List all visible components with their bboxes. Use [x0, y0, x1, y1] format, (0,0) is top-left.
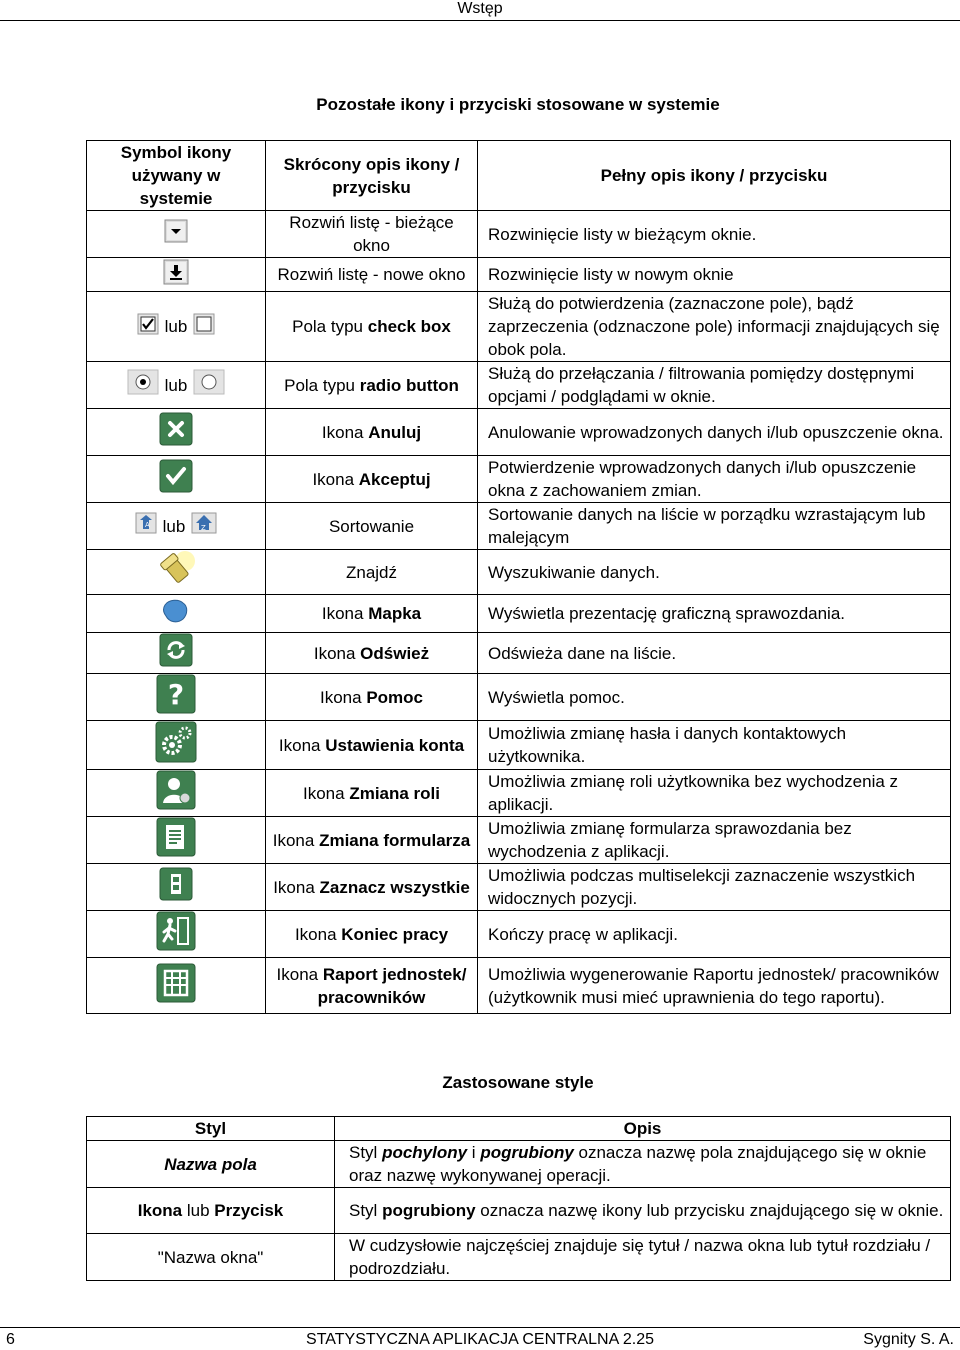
symbol-cell [87, 674, 266, 721]
styles-table-header-row [87, 1117, 951, 1141]
style-text: "Nazwa okna" [157, 1247, 264, 1267]
symbol-cell [87, 911, 266, 958]
dropdown-arrow-icon [164, 219, 188, 249]
symbol-cell [87, 817, 266, 864]
short-name: Anuluj [368, 422, 422, 442]
header-rule [0, 20, 960, 21]
description-part: pogrubiony [382, 1201, 476, 1220]
icons-section-title: Pozostałe ikony i przyciski stosowane w systemie [316, 95, 720, 114]
change-form-icon [156, 817, 196, 863]
column-header-symbol: Symbol ikony używany w systemie [87, 141, 266, 211]
download-arrow-icon [163, 259, 189, 291]
full-description: Odświeża dane na liście. [478, 633, 951, 674]
short-prefix: Ikona [278, 735, 321, 755]
symbol-cell [87, 633, 266, 674]
short-description [266, 817, 478, 864]
style-name [87, 1141, 335, 1188]
full-description: Kończy pracę w aplikacji. [478, 911, 951, 958]
radio-empty-icon [193, 369, 225, 401]
style-text-part: Ikona [137, 1201, 183, 1220]
symbol-cell [87, 595, 266, 633]
full-description: Anulowanie wprowadzonych danych i/lub opuszczenie okna. [478, 409, 951, 456]
style-text-part: lub [182, 1201, 215, 1220]
icons-table [86, 140, 951, 1014]
symbol-cell [87, 258, 266, 292]
short-prefix: Ikona [276, 964, 319, 984]
table-row [87, 633, 951, 674]
table-row [87, 1141, 951, 1188]
checkbox-checked-icon [137, 313, 159, 341]
short-description [266, 633, 478, 674]
map-icon [161, 597, 191, 631]
short-prefix: Pola typu [292, 317, 363, 336]
full-description: Umożliwia zmianę roli użytkownika bez wychodzenia z aplikacji. [478, 770, 951, 817]
footer-rule [0, 1327, 960, 1328]
footer-title: STATYSTYCZNA APLIKACJA CENTRALNA 2.25 [306, 1331, 654, 1348]
table-row [87, 258, 951, 292]
styles-section-title: Zastosowane style [442, 1073, 594, 1092]
table-row [87, 674, 951, 721]
style-description [335, 1188, 951, 1234]
table-row [87, 456, 951, 503]
exit-icon [156, 911, 196, 957]
description-part: Styl [349, 1201, 383, 1220]
description-part: oznacza nazwę pola znajdującego się w oknie oraz nazwę wykonywanej operacji. [349, 1143, 927, 1185]
full-description: Rozwinięcie listy w bieżącym oknie. [478, 211, 951, 258]
short-description [266, 958, 478, 1014]
description-part: Styl [349, 1143, 383, 1162]
symbol-cell [87, 864, 266, 911]
short-text: Rozwiń listę - bieżące okno [289, 213, 454, 255]
accept-icon [159, 459, 193, 499]
symbol-cell [87, 721, 266, 770]
description-part: pochylony [382, 1143, 468, 1162]
table-row [87, 721, 951, 770]
short-name: Akceptuj [358, 469, 431, 489]
column-header-style: Styl [87, 1117, 335, 1141]
full-description: Umożliwia wygenerowanie Raportu jednostek/ pracowników (użytkownik musi mieć uprawnienia do tego raportu). [478, 958, 951, 1014]
table-row [87, 409, 951, 456]
style-text-part: Przycisk [214, 1201, 284, 1220]
full-description: Służą do przełączania / filtrowania pomiędzy dostępnymi opcjami / podglądami w oknie. [478, 362, 951, 409]
checkbox-empty-icon [193, 313, 215, 341]
symbol-cell [87, 211, 266, 258]
style-description [335, 1234, 951, 1281]
column-header-full: Pełny opis ikony / przycisku [478, 141, 951, 211]
short-description [266, 864, 478, 911]
table-row [87, 292, 951, 362]
short-description [266, 721, 478, 770]
or-label: lub [164, 375, 188, 395]
full-description: Wyszukiwanie danych. [478, 550, 951, 595]
table-row [87, 211, 951, 258]
short-name: Zmiana formularza [319, 830, 471, 850]
full-description: Wyświetla pomoc. [478, 674, 951, 721]
table-row [87, 864, 951, 911]
description-part: W cudzysłowie najczęściej znajduje się tytuł / nazwa okna lub tytuł rozdziału / podrozdziału. [349, 1236, 931, 1278]
column-header-short: Skrócony opis ikony / przycisku [266, 141, 478, 211]
sort-ascending-icon [135, 512, 157, 540]
short-name: Zaznacz wszystkie [319, 877, 470, 897]
short-prefix: Ikona [319, 687, 362, 707]
table-row [87, 958, 951, 1014]
short-prefix: Ikona [294, 924, 337, 944]
style-name [87, 1188, 335, 1234]
short-description [266, 595, 478, 633]
account-settings-icon [155, 721, 197, 769]
cancel-icon [159, 412, 193, 452]
short-prefix: Ikona [321, 422, 364, 442]
style-text: Nazwa pola [164, 1154, 257, 1174]
short-name: Mapka [368, 604, 422, 623]
symbol-cell [87, 456, 266, 503]
short-prefix: Pola typu [284, 375, 355, 395]
full-description: Potwierdzenie wprowadzonych danych i/lub opuszczenie okna z zachowaniem zmian. [478, 456, 951, 503]
table-row [87, 550, 951, 595]
short-prefix: Ikona [312, 469, 355, 489]
short-description [266, 770, 478, 817]
full-description: Wyświetla prezentację graficzną sprawozdania. [478, 595, 951, 633]
select-all-icon [159, 867, 193, 907]
short-name: Koniec pracy [341, 924, 449, 944]
svg-text:?: ? [167, 678, 185, 711]
short-description [266, 258, 478, 292]
table-row [87, 1188, 951, 1234]
full-description: Służą do potwierdzenia (zaznaczone pole), bądź zaprzeczenia (odznaczone pole) informacji znajdujących się obok pola. [478, 292, 951, 362]
description-part: i [467, 1143, 481, 1162]
short-prefix: Ikona [302, 783, 345, 803]
symbol-cell [87, 958, 266, 1014]
table-row [87, 595, 951, 633]
table-row [87, 817, 951, 864]
short-name: Raport jednostek/ pracowników [317, 964, 467, 1007]
full-description: Sortowanie danych na liście w porządku wzrastającym lub malejącym [478, 503, 951, 550]
icons-table-header-row [87, 141, 951, 211]
table-row [87, 911, 951, 958]
symbol-cell [87, 550, 266, 595]
header-title: Wstęp [457, 0, 503, 17]
short-description [266, 674, 478, 721]
short-description [266, 503, 478, 550]
short-text: Sortowanie [328, 516, 415, 536]
short-name: Ustawienia konta [325, 735, 465, 755]
svg-text:A: A [144, 521, 150, 529]
change-role-icon [156, 770, 196, 816]
short-description [266, 456, 478, 503]
full-description: Umożliwia zmianę formularza sprawozdania bez wychodzenia z aplikacji. [478, 817, 951, 864]
table-row [87, 362, 951, 409]
short-prefix: Ikona [313, 643, 356, 663]
styles-table [86, 1116, 951, 1281]
symbol-cell [87, 292, 266, 362]
short-text: Znajdź [345, 562, 398, 582]
styles-table-body [87, 1141, 951, 1281]
style-description [335, 1141, 951, 1188]
short-name: Zmiana roli [349, 783, 440, 803]
short-name: check box [367, 317, 451, 336]
or-label: lub [164, 317, 188, 336]
description-part: oznacza nazwę ikony lub przycisku znajdującego się w oknie. [475, 1201, 944, 1220]
full-description: Rozwinięcie listy w nowym oknie [478, 258, 951, 292]
symbol-cell [87, 409, 266, 456]
svg-text:Z: Z [201, 524, 207, 532]
footer-company: Sygnity S. A. [863, 1331, 954, 1348]
full-description: Umożliwia podczas multiselekcji zaznaczenie wszystkich widocznych pozycji. [478, 864, 951, 911]
symbol-cell [87, 362, 266, 409]
short-text: Rozwiń listę - nowe okno [277, 265, 466, 284]
short-prefix: Ikona [273, 877, 315, 897]
short-prefix: Ikona [321, 604, 364, 623]
symbol-cell [87, 770, 266, 817]
sort-descending-icon [191, 512, 217, 540]
column-header-desc: Opis [335, 1117, 951, 1141]
radio-selected-icon [127, 369, 159, 401]
short-description [266, 409, 478, 456]
description-part: pogrubiony [480, 1143, 574, 1162]
short-description [266, 911, 478, 958]
or-label: lub [162, 516, 186, 536]
short-description [266, 292, 478, 362]
short-description [266, 211, 478, 258]
symbol-cell [87, 503, 266, 550]
refresh-icon [159, 633, 193, 673]
flashlight-icon [155, 550, 197, 594]
style-name [87, 1234, 335, 1281]
help-icon [156, 674, 196, 720]
table-row [87, 770, 951, 817]
short-name: Odśwież [360, 643, 430, 663]
short-description [266, 550, 478, 595]
short-prefix: Ikona [272, 830, 315, 850]
short-name: Pomoc [366, 687, 423, 707]
icons-table-body [87, 211, 951, 1014]
full-description: Umożliwia zmianę hasła i danych kontaktowych użytkownika. [478, 721, 951, 770]
report-icon [156, 963, 196, 1009]
table-row [87, 1234, 951, 1281]
table-row [87, 503, 951, 550]
footer-page-number: 6 [6, 1331, 15, 1348]
short-name: radio button [359, 375, 459, 395]
short-description [266, 362, 478, 409]
